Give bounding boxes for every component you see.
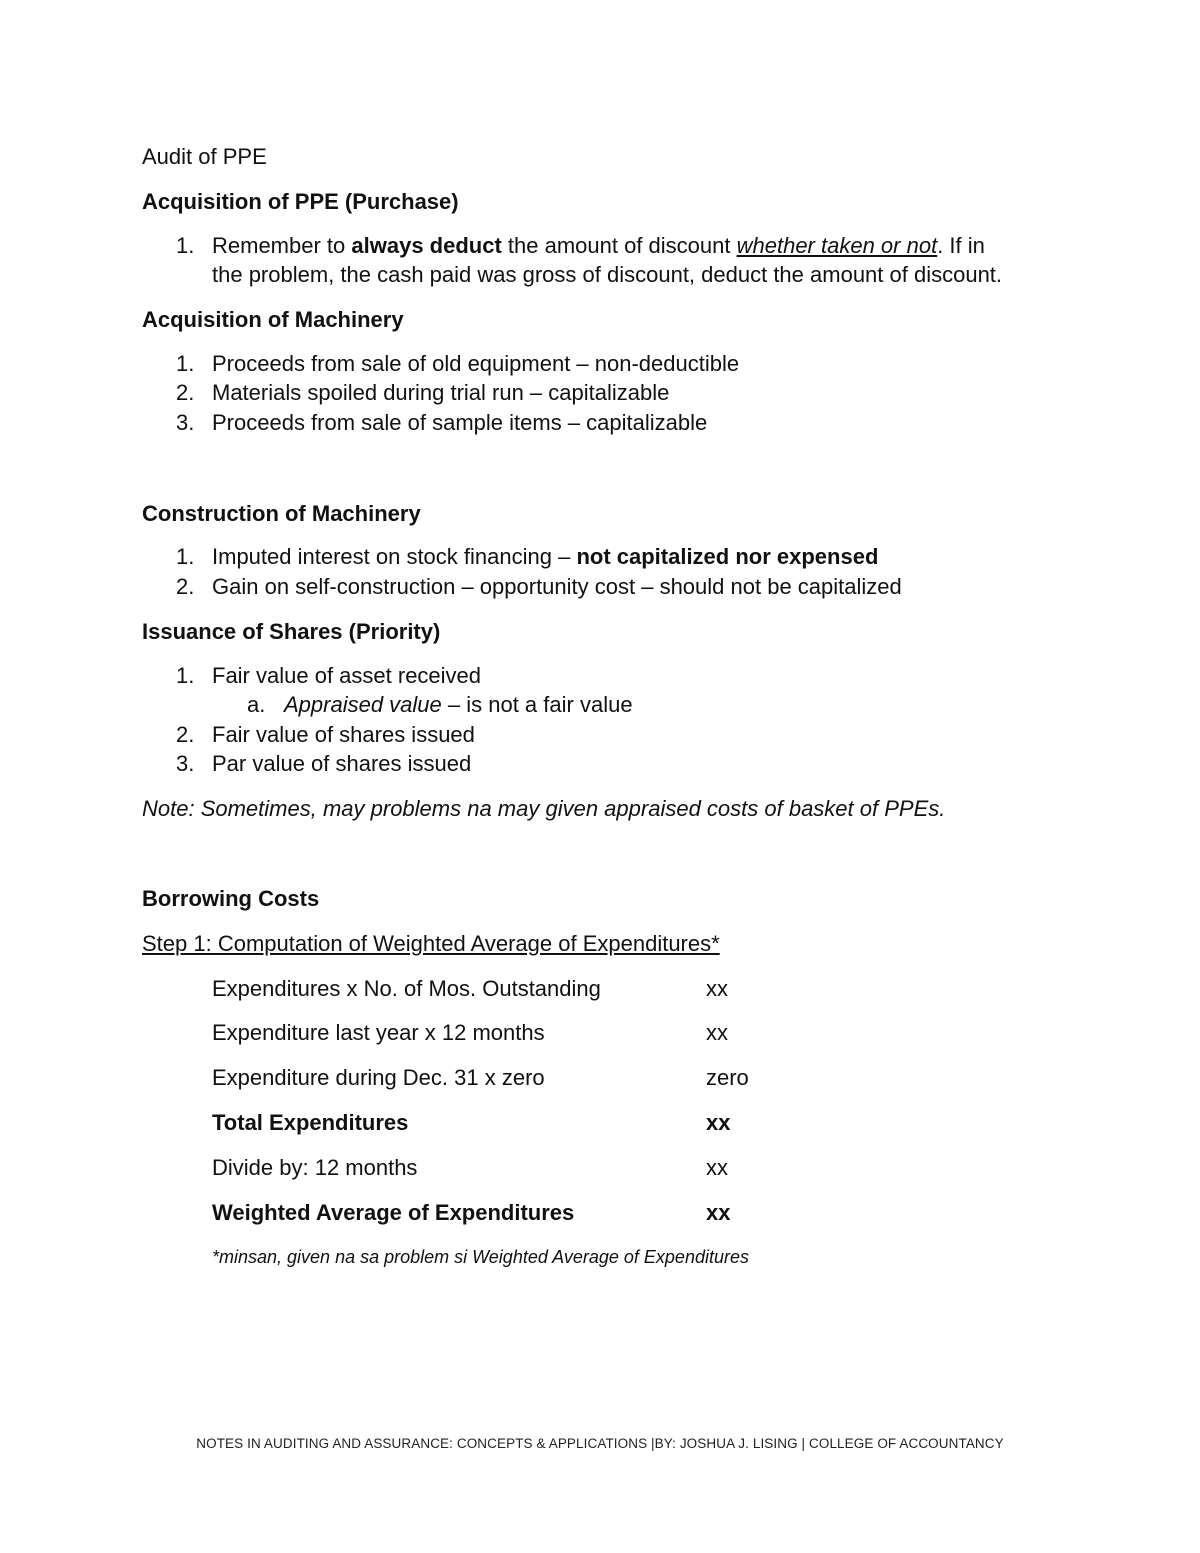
list-item: Fair value of shares issued (212, 722, 475, 747)
section-heading-borrowing: Borrowing Costs (142, 886, 320, 911)
sub-list-item-text: – is not a fair value (441, 692, 633, 717)
page-footer: NOTES IN AUDITING AND ASSURANCE: CONCEPTS & APPLICATIONS |BY: JOSHUA J. LISING | COLLEGE OF ACCOUNTANCY (196, 1436, 1004, 1451)
section-heading-machinery: Acquisition of Machinery (142, 307, 404, 332)
list-item-bold: not capitalized nor expensed (576, 544, 879, 569)
table-row-label: Expenditure during Dec. 31 x zero (212, 1065, 545, 1090)
section-heading-construction: Construction of Machinery (142, 501, 421, 526)
table-row-value: zero (706, 1065, 749, 1090)
list-item-emphasis: whether taken or not (736, 233, 938, 258)
list-item: Materials spoiled during trial run – capitalizable (212, 380, 670, 405)
list-item-continuation: the problem, the cash paid was gross of discount, deduct the amount of discount. (212, 262, 1003, 287)
list-item: Proceeds from sale of old equipment – non-deductible (212, 351, 740, 376)
table-row-value: xx (706, 1200, 731, 1225)
section-heading-purchase: Acquisition of PPE (Purchase) (142, 189, 459, 214)
table-row-value: xx (706, 1110, 731, 1135)
note-text: Note: Sometimes, may problems na may given appraised costs of basket of PPEs. (142, 796, 946, 821)
list-item-number: 3. (176, 751, 195, 776)
table-row-label: Divide by: 12 months (212, 1155, 418, 1180)
list-item-text: the amount of discount (501, 233, 737, 258)
sub-list-item-letter: a. (247, 692, 266, 717)
table-row-value: xx (706, 976, 728, 1001)
list-item-number: 1. (176, 233, 195, 258)
list-item: Gain on self-construction – opportunity cost – should not be capitalized (212, 574, 902, 599)
table-row-value: xx (706, 1020, 728, 1045)
list-item-number: 1. (176, 544, 195, 569)
table-row-value: xx (706, 1155, 728, 1180)
list-item: Fair value of asset received (212, 663, 482, 688)
list-item (212, 544, 878, 570)
list-item-number: 2. (176, 574, 195, 599)
list-item: Par value of shares issued (212, 751, 472, 776)
sub-list-item-italic: Appraised value (284, 692, 442, 717)
list-item: Proceeds from sale of sample items – capitalizable (212, 410, 708, 435)
list-item-number: 1. (176, 663, 195, 688)
table-row-label: Total Expenditures (212, 1110, 409, 1135)
sub-list-item (284, 692, 633, 718)
list-item-bold: always deduct (351, 233, 502, 258)
list-item-text: Imputed interest on stock financing – (212, 544, 577, 569)
list-item (212, 233, 985, 259)
table-row-label: Expenditures x No. of Mos. Outstanding (212, 976, 601, 1001)
list-item-number: 1. (176, 351, 195, 376)
step-heading: Step 1: Computation of Weighted Average of Expenditures* (142, 931, 720, 956)
list-item-number: 2. (176, 380, 195, 405)
list-item-number: 3. (176, 410, 195, 435)
list-item-text: . If in (937, 233, 985, 258)
footnote-text: *minsan, given na sa problem si Weighted Average of Expenditures (212, 1247, 749, 1267)
list-item-number: 2. (176, 722, 195, 747)
table-row-label: Weighted Average of Expenditures (212, 1200, 575, 1225)
document-title: Audit of PPE (142, 144, 267, 169)
list-item-text: Remember to (212, 233, 352, 258)
section-heading-shares: Issuance of Shares (Priority) (142, 619, 441, 644)
table-row-label: Expenditure last year x 12 months (212, 1020, 545, 1045)
